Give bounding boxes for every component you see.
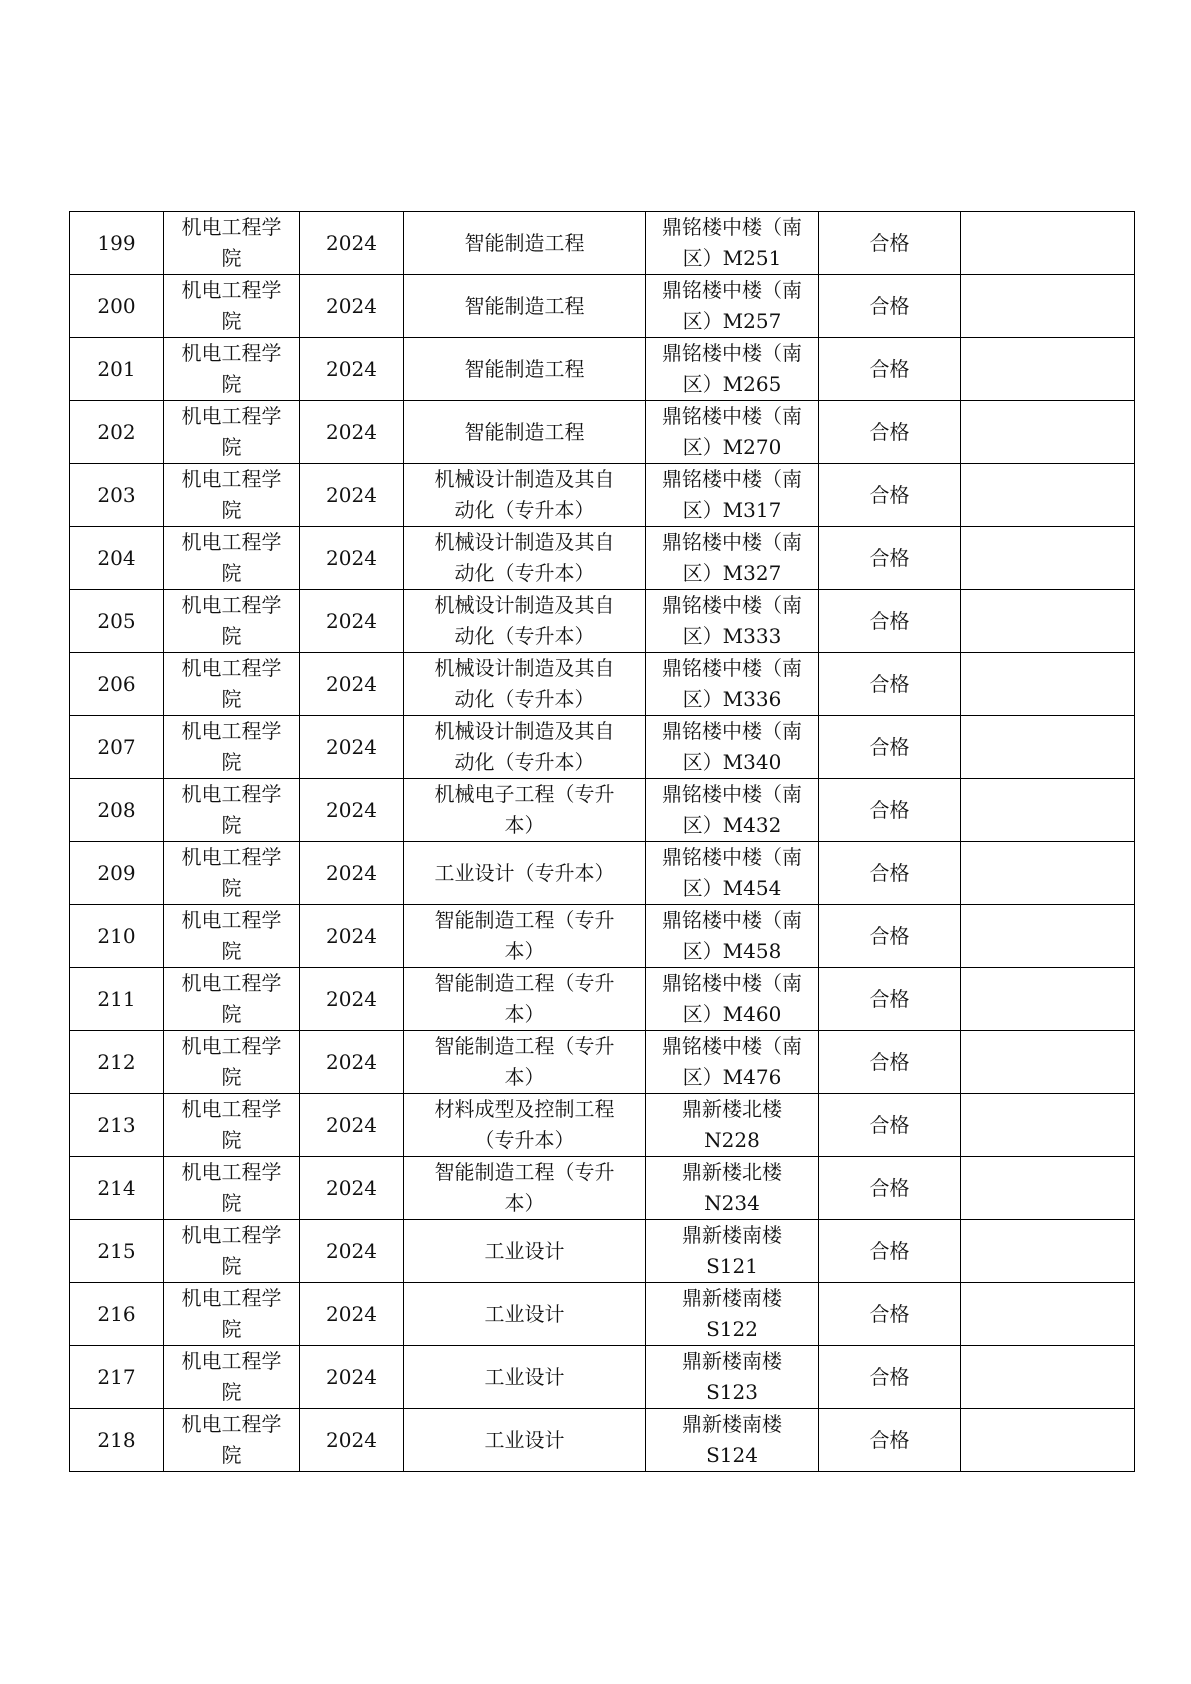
table-row bbox=[70, 1409, 1135, 1472]
cell-college bbox=[164, 338, 300, 401]
cell-college bbox=[164, 842, 300, 905]
cell-major bbox=[404, 590, 646, 653]
cell-room-line: 鼎铭楼中楼（南 bbox=[662, 845, 802, 869]
cell-year: 2024 bbox=[300, 1031, 404, 1094]
cell-result: 合格 bbox=[819, 590, 961, 653]
cell-remark bbox=[961, 1220, 1135, 1283]
cell-result: 合格 bbox=[819, 1346, 961, 1409]
cell-college bbox=[164, 212, 300, 275]
cell-room-line: 鼎新楼北楼 bbox=[682, 1097, 782, 1121]
cell-year: 2024 bbox=[300, 527, 404, 590]
cell-room-line: 鼎铭楼中楼（南 bbox=[662, 530, 802, 554]
cell-room-line: S121 bbox=[706, 1254, 758, 1278]
cell-number: 218 bbox=[70, 1409, 164, 1472]
cell-room bbox=[646, 275, 819, 338]
cell-college-line: 机电工程学 bbox=[181, 908, 282, 932]
cell-college bbox=[164, 905, 300, 968]
cell-college bbox=[164, 401, 300, 464]
cell-college-line: 院 bbox=[221, 372, 242, 396]
cell-year: 2024 bbox=[300, 842, 404, 905]
cell-room-line: 鼎新楼南楼 bbox=[682, 1412, 782, 1436]
table-row bbox=[70, 1283, 1135, 1346]
table-row bbox=[70, 716, 1135, 779]
cell-remark bbox=[961, 1283, 1135, 1346]
cell-year: 2024 bbox=[300, 401, 404, 464]
cell-college-line: 机电工程学 bbox=[181, 1349, 282, 1373]
cell-college-line: 院 bbox=[221, 750, 242, 774]
cell-room-line: 区）M265 bbox=[682, 372, 782, 396]
cell-result: 合格 bbox=[819, 779, 961, 842]
cell-room-line: 区）M340 bbox=[682, 750, 782, 774]
cell-college-line: 机电工程学 bbox=[181, 845, 282, 869]
table-row bbox=[70, 779, 1135, 842]
cell-room-line: 区）M454 bbox=[682, 876, 782, 900]
cell-major-line: 智能制造工程 bbox=[464, 230, 585, 255]
cell-major-line: 材料成型及控制工程 bbox=[434, 1097, 615, 1121]
cell-number: 214 bbox=[70, 1157, 164, 1220]
cell-college-line: 院 bbox=[221, 687, 242, 711]
cell-number: 213 bbox=[70, 1094, 164, 1157]
cell-college-line: 机电工程学 bbox=[181, 1097, 282, 1121]
cell-college-line: 机电工程学 bbox=[181, 404, 282, 428]
cell-major-line: 智能制造工程（专升 bbox=[434, 1160, 615, 1184]
cell-college-line: 机电工程学 bbox=[181, 278, 282, 302]
cell-college bbox=[164, 716, 300, 779]
cell-room-line: 鼎铭楼中楼（南 bbox=[662, 278, 802, 302]
cell-room bbox=[646, 338, 819, 401]
cell-major-line: 智能制造工程（专升 bbox=[434, 971, 615, 995]
cell-year: 2024 bbox=[300, 779, 404, 842]
cell-number: 215 bbox=[70, 1220, 164, 1283]
cell-result: 合格 bbox=[819, 905, 961, 968]
cell-major-line: 智能制造工程 bbox=[464, 356, 585, 381]
cell-result: 合格 bbox=[819, 401, 961, 464]
cell-room bbox=[646, 212, 819, 275]
cell-result: 合格 bbox=[819, 338, 961, 401]
cell-room-line: 鼎铭楼中楼（南 bbox=[662, 341, 802, 365]
cell-room bbox=[646, 905, 819, 968]
cell-year: 2024 bbox=[300, 1094, 404, 1157]
cell-number: 217 bbox=[70, 1346, 164, 1409]
cell-major-line: 本） bbox=[504, 1065, 545, 1089]
cell-room-line: 鼎铭楼中楼（南 bbox=[662, 908, 802, 932]
cell-major-line: 工业设计 bbox=[484, 1364, 565, 1389]
cell-result: 合格 bbox=[819, 1094, 961, 1157]
cell-number: 208 bbox=[70, 779, 164, 842]
cell-major-line: 动化（专升本） bbox=[454, 561, 595, 585]
cell-major-line: 本） bbox=[504, 939, 545, 963]
cell-major bbox=[404, 1346, 646, 1409]
cell-major-line: 工业设计 bbox=[484, 1427, 565, 1452]
cell-year: 2024 bbox=[300, 590, 404, 653]
cell-room bbox=[646, 716, 819, 779]
cell-college-line: 机电工程学 bbox=[181, 593, 282, 617]
cell-room-line: 鼎新楼南楼 bbox=[682, 1349, 782, 1373]
cell-remark bbox=[961, 1094, 1135, 1157]
cell-year: 2024 bbox=[300, 905, 404, 968]
cell-major-line: 工业设计 bbox=[484, 1238, 565, 1263]
cell-room-line: 鼎铭楼中楼（南 bbox=[662, 719, 802, 743]
cell-room-line: 区）M251 bbox=[682, 246, 782, 270]
cell-major bbox=[404, 275, 646, 338]
cell-remark bbox=[961, 968, 1135, 1031]
cell-remark bbox=[961, 779, 1135, 842]
cell-year: 2024 bbox=[300, 338, 404, 401]
table-row bbox=[70, 653, 1135, 716]
cell-major-line: 本） bbox=[504, 1002, 545, 1026]
cell-college-line: 院 bbox=[221, 1317, 242, 1341]
cell-year: 2024 bbox=[300, 716, 404, 779]
cell-result: 合格 bbox=[819, 1283, 961, 1346]
cell-room bbox=[646, 842, 819, 905]
cell-number: 204 bbox=[70, 527, 164, 590]
cell-college-line: 院 bbox=[221, 498, 242, 522]
cell-room-line: 鼎新楼南楼 bbox=[682, 1223, 782, 1247]
cell-major-line: 动化（专升本） bbox=[454, 750, 595, 774]
cell-remark bbox=[961, 275, 1135, 338]
cell-college-line: 院 bbox=[221, 1254, 242, 1278]
cell-result: 合格 bbox=[819, 527, 961, 590]
cell-room-line: 鼎铭楼中楼（南 bbox=[662, 404, 802, 428]
cell-result: 合格 bbox=[819, 1031, 961, 1094]
cell-college-line: 院 bbox=[221, 813, 242, 837]
cell-major bbox=[404, 1409, 646, 1472]
cell-number: 206 bbox=[70, 653, 164, 716]
cell-number: 205 bbox=[70, 590, 164, 653]
cell-number: 216 bbox=[70, 1283, 164, 1346]
table-row bbox=[70, 590, 1135, 653]
cell-room-line: 区）M460 bbox=[682, 1002, 782, 1026]
cell-room bbox=[646, 1283, 819, 1346]
cell-college bbox=[164, 464, 300, 527]
cell-college bbox=[164, 1346, 300, 1409]
cell-room-line: 区）M458 bbox=[682, 939, 782, 963]
cell-room bbox=[646, 1409, 819, 1472]
cell-major-line: 本） bbox=[504, 1191, 545, 1215]
cell-year: 2024 bbox=[300, 212, 404, 275]
table-row bbox=[70, 401, 1135, 464]
cell-major bbox=[404, 464, 646, 527]
cell-major bbox=[404, 1094, 646, 1157]
table-row bbox=[70, 1346, 1135, 1409]
cell-room bbox=[646, 779, 819, 842]
cell-remark bbox=[961, 212, 1135, 275]
cell-college-line: 机电工程学 bbox=[181, 971, 282, 995]
cell-major-line: 智能制造工程（专升 bbox=[434, 908, 615, 932]
table-row bbox=[70, 1220, 1135, 1283]
cell-room-line: 区）M270 bbox=[682, 435, 782, 459]
cell-major bbox=[404, 716, 646, 779]
cell-college-line: 院 bbox=[221, 876, 242, 900]
cell-college-line: 机电工程学 bbox=[181, 1034, 282, 1058]
cell-college-line: 院 bbox=[221, 1065, 242, 1089]
cell-major bbox=[404, 527, 646, 590]
cell-result: 合格 bbox=[819, 464, 961, 527]
cell-college-line: 院 bbox=[221, 1443, 242, 1467]
cell-college-line: 机电工程学 bbox=[181, 719, 282, 743]
cell-college-line: 院 bbox=[221, 1128, 242, 1152]
cell-room bbox=[646, 1157, 819, 1220]
cell-room-line: 鼎铭楼中楼（南 bbox=[662, 656, 802, 680]
table-body bbox=[70, 212, 1135, 1472]
cell-college bbox=[164, 1157, 300, 1220]
cell-remark bbox=[961, 590, 1135, 653]
cell-college-line: 机电工程学 bbox=[181, 656, 282, 680]
cell-major bbox=[404, 1283, 646, 1346]
cell-room-line: 区）M432 bbox=[682, 813, 782, 837]
cell-result: 合格 bbox=[819, 1220, 961, 1283]
cell-remark bbox=[961, 401, 1135, 464]
cell-major-line: 工业设计 bbox=[484, 1301, 565, 1326]
cell-number: 200 bbox=[70, 275, 164, 338]
cell-number: 210 bbox=[70, 905, 164, 968]
cell-major bbox=[404, 401, 646, 464]
cell-year: 2024 bbox=[300, 1157, 404, 1220]
cell-number: 207 bbox=[70, 716, 164, 779]
cell-year: 2024 bbox=[300, 275, 404, 338]
cell-room-line: S122 bbox=[706, 1317, 758, 1341]
cell-remark bbox=[961, 338, 1135, 401]
cell-year: 2024 bbox=[300, 1220, 404, 1283]
cell-room-line: 鼎铭楼中楼（南 bbox=[662, 467, 802, 491]
table-row bbox=[70, 527, 1135, 590]
cell-remark bbox=[961, 1157, 1135, 1220]
cell-major bbox=[404, 338, 646, 401]
cell-remark bbox=[961, 1409, 1135, 1472]
cell-number: 209 bbox=[70, 842, 164, 905]
cell-number: 201 bbox=[70, 338, 164, 401]
cell-remark bbox=[961, 527, 1135, 590]
cell-number: 203 bbox=[70, 464, 164, 527]
cell-major bbox=[404, 212, 646, 275]
cell-remark bbox=[961, 842, 1135, 905]
table-row bbox=[70, 1157, 1135, 1220]
cell-major-line: 机械设计制造及其自 bbox=[434, 530, 615, 554]
cell-major-line: 智能制造工程 bbox=[464, 419, 585, 444]
cell-room-line: S124 bbox=[706, 1443, 758, 1467]
table-row bbox=[70, 275, 1135, 338]
cell-room bbox=[646, 653, 819, 716]
cell-college-line: 院 bbox=[221, 939, 242, 963]
table-row bbox=[70, 464, 1135, 527]
cell-result: 合格 bbox=[819, 275, 961, 338]
cell-room-line: 鼎铭楼中楼（南 bbox=[662, 782, 802, 806]
cell-major bbox=[404, 968, 646, 1031]
cell-major-line: 智能制造工程 bbox=[464, 293, 585, 318]
cell-college bbox=[164, 527, 300, 590]
cell-major-line: 动化（专升本） bbox=[454, 687, 595, 711]
table-row bbox=[70, 1094, 1135, 1157]
cell-year: 2024 bbox=[300, 653, 404, 716]
cell-college bbox=[164, 779, 300, 842]
cell-number: 212 bbox=[70, 1031, 164, 1094]
cell-room-line: 鼎铭楼中楼（南 bbox=[662, 971, 802, 995]
cell-room-line: 鼎新楼南楼 bbox=[682, 1286, 782, 1310]
cell-college-line: 机电工程学 bbox=[181, 1286, 282, 1310]
cell-room bbox=[646, 1031, 819, 1094]
cell-number: 211 bbox=[70, 968, 164, 1031]
cell-room-line: 区）M257 bbox=[682, 309, 782, 333]
cell-year: 2024 bbox=[300, 464, 404, 527]
cell-major-line: 动化（专升本） bbox=[454, 498, 595, 522]
cell-result: 合格 bbox=[819, 842, 961, 905]
cell-room-line: 区）M476 bbox=[682, 1065, 782, 1089]
cell-college bbox=[164, 653, 300, 716]
cell-room-line: 鼎铭楼中楼（南 bbox=[662, 593, 802, 617]
cell-result: 合格 bbox=[819, 716, 961, 779]
cell-remark bbox=[961, 905, 1135, 968]
cell-major-line: 本） bbox=[504, 813, 545, 837]
cell-college-line: 院 bbox=[221, 309, 242, 333]
table-row bbox=[70, 968, 1135, 1031]
cell-college bbox=[164, 590, 300, 653]
cell-result: 合格 bbox=[819, 1157, 961, 1220]
cell-room-line: 鼎铭楼中楼（南 bbox=[662, 1034, 802, 1058]
cell-result: 合格 bbox=[819, 653, 961, 716]
cell-year: 2024 bbox=[300, 1283, 404, 1346]
cell-remark bbox=[961, 1031, 1135, 1094]
cell-major-line: 机械电子工程（专升 bbox=[434, 782, 615, 806]
cell-room-line: 鼎新楼北楼 bbox=[682, 1160, 782, 1184]
cell-college-line: 机电工程学 bbox=[181, 782, 282, 806]
cell-college bbox=[164, 1409, 300, 1472]
cell-room bbox=[646, 1094, 819, 1157]
cell-year: 2024 bbox=[300, 968, 404, 1031]
cell-college-line: 院 bbox=[221, 1380, 242, 1404]
cell-remark bbox=[961, 653, 1135, 716]
cell-college-line: 院 bbox=[221, 246, 242, 270]
cell-major bbox=[404, 905, 646, 968]
cell-college-line: 机电工程学 bbox=[181, 1412, 282, 1436]
cell-college-line: 机电工程学 bbox=[181, 467, 282, 491]
cell-number: 199 bbox=[70, 212, 164, 275]
cell-result: 合格 bbox=[819, 968, 961, 1031]
cell-college bbox=[164, 1283, 300, 1346]
cell-major-line: 智能制造工程（专升 bbox=[434, 1034, 615, 1058]
cell-number: 202 bbox=[70, 401, 164, 464]
cell-room-line: 鼎铭楼中楼（南 bbox=[662, 215, 802, 239]
cell-college bbox=[164, 1094, 300, 1157]
cell-major-line: 机械设计制造及其自 bbox=[434, 467, 615, 491]
table-row bbox=[70, 212, 1135, 275]
cell-year: 2024 bbox=[300, 1409, 404, 1472]
cell-room bbox=[646, 590, 819, 653]
cell-room-line: 区）M333 bbox=[682, 624, 782, 648]
cell-major bbox=[404, 1157, 646, 1220]
cell-college-line: 院 bbox=[221, 561, 242, 585]
table-row bbox=[70, 338, 1135, 401]
cell-college bbox=[164, 1220, 300, 1283]
cell-college-line: 机电工程学 bbox=[181, 530, 282, 554]
cell-major bbox=[404, 653, 646, 716]
cell-room bbox=[646, 1346, 819, 1409]
cell-room-line: 区）M317 bbox=[682, 498, 782, 522]
cell-room-line: 区）M327 bbox=[682, 561, 782, 585]
table-row bbox=[70, 842, 1135, 905]
cell-major bbox=[404, 1220, 646, 1283]
cell-major bbox=[404, 842, 646, 905]
cell-college-line: 院 bbox=[221, 435, 242, 459]
cell-college-line: 机电工程学 bbox=[181, 1223, 282, 1247]
table-row bbox=[70, 1031, 1135, 1094]
cell-result: 合格 bbox=[819, 212, 961, 275]
table-row bbox=[70, 905, 1135, 968]
cell-remark bbox=[961, 464, 1135, 527]
cell-college bbox=[164, 968, 300, 1031]
cell-college bbox=[164, 1031, 300, 1094]
cell-major-line: 机械设计制造及其自 bbox=[434, 593, 615, 617]
cell-room bbox=[646, 527, 819, 590]
cell-major-line: （专升本） bbox=[474, 1128, 575, 1152]
cell-room bbox=[646, 968, 819, 1031]
cell-result: 合格 bbox=[819, 1409, 961, 1472]
cell-room-line: N234 bbox=[704, 1191, 760, 1215]
cell-college-line: 机电工程学 bbox=[181, 215, 282, 239]
cell-college-line: 院 bbox=[221, 1191, 242, 1215]
cell-major-line: 工业设计（专升本） bbox=[434, 860, 615, 885]
inspection-table bbox=[69, 211, 1135, 1472]
cell-college-line: 机电工程学 bbox=[181, 341, 282, 365]
cell-room bbox=[646, 464, 819, 527]
cell-major bbox=[404, 779, 646, 842]
cell-remark bbox=[961, 1346, 1135, 1409]
cell-college bbox=[164, 275, 300, 338]
cell-major-line: 机械设计制造及其自 bbox=[434, 719, 615, 743]
cell-major-line: 机械设计制造及其自 bbox=[434, 656, 615, 680]
cell-major-line: 动化（专升本） bbox=[454, 624, 595, 648]
cell-room bbox=[646, 401, 819, 464]
cell-remark bbox=[961, 716, 1135, 779]
cell-major bbox=[404, 1031, 646, 1094]
cell-college-line: 机电工程学 bbox=[181, 1160, 282, 1184]
cell-room-line: 区）M336 bbox=[682, 687, 782, 711]
cell-year: 2024 bbox=[300, 1346, 404, 1409]
cell-room-line: S123 bbox=[706, 1380, 758, 1404]
cell-room-line: N228 bbox=[704, 1128, 760, 1152]
cell-college-line: 院 bbox=[221, 624, 242, 648]
cell-college-line: 院 bbox=[221, 1002, 242, 1026]
cell-room bbox=[646, 1220, 819, 1283]
